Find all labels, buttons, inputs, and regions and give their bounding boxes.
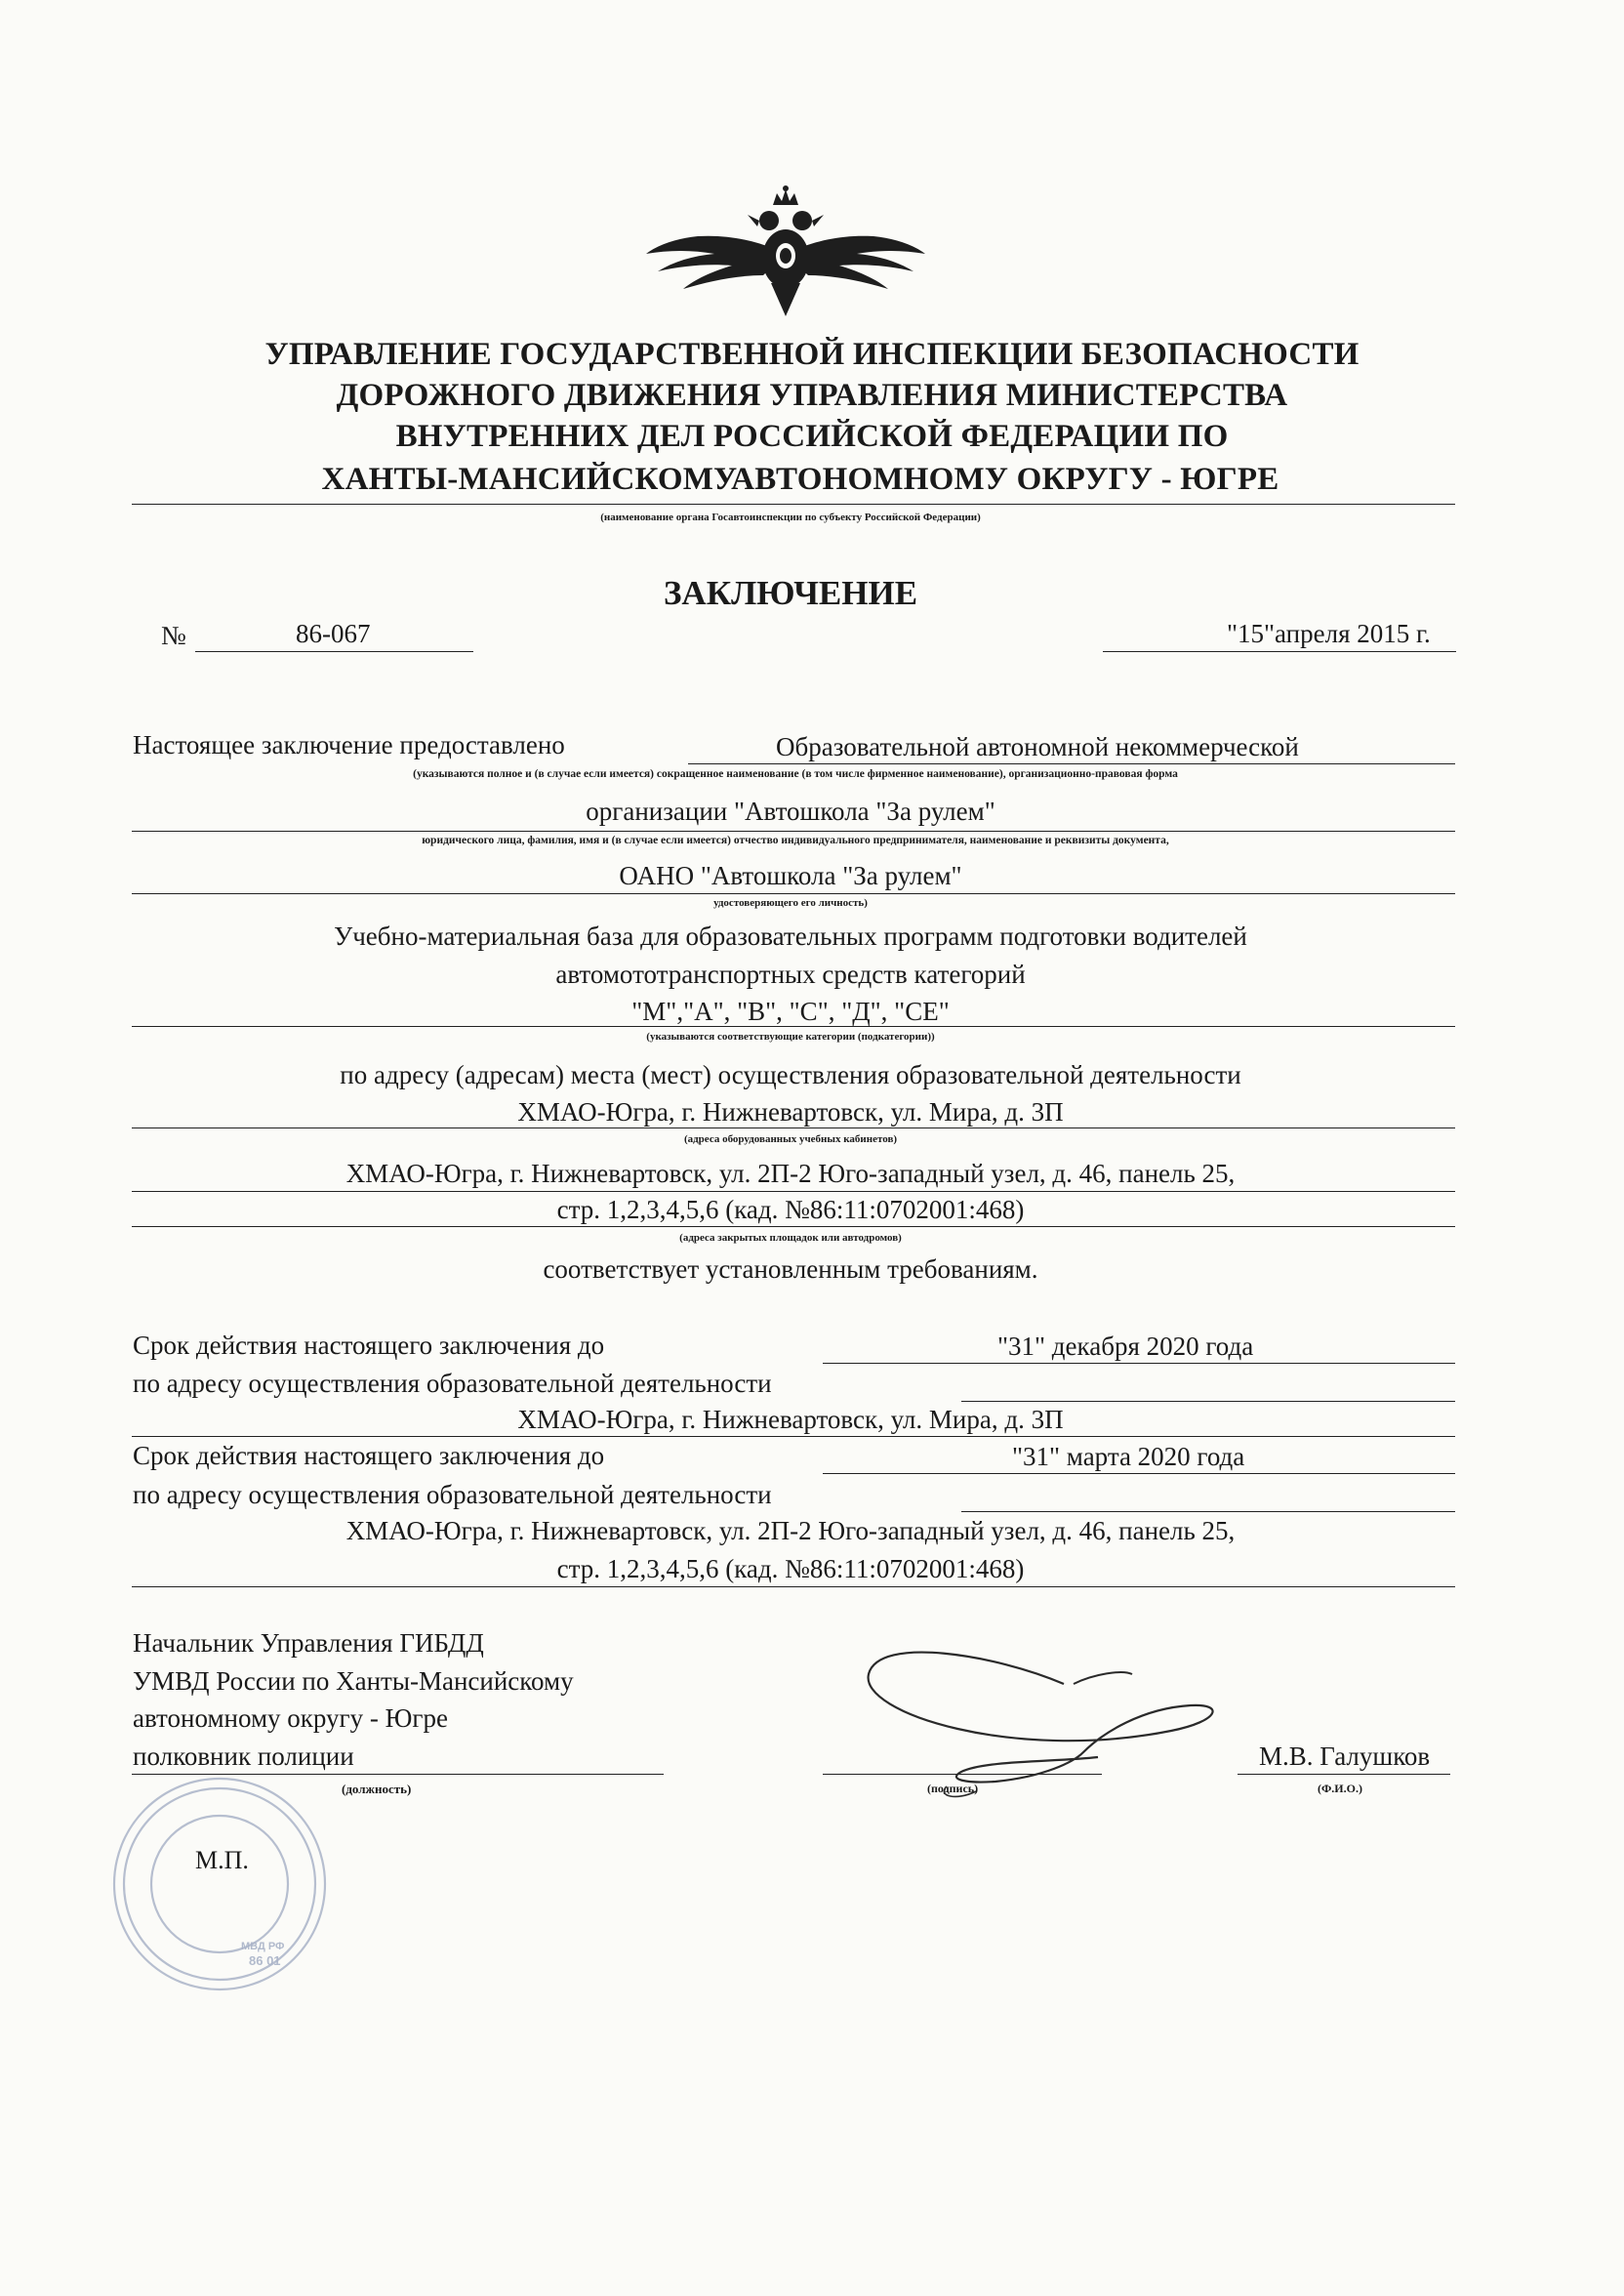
caption-org-form: (указываются полное и (в случае если имеется) сокращенное наименование (в том числе фирменное наименование), организационно-правовая форма: [413, 768, 1178, 780]
divider: [1238, 1774, 1450, 1775]
divider: [132, 504, 1455, 505]
position-line-2: УМВД России по Ханты-Мансийскому: [133, 1666, 574, 1696]
term-address-2-line-2: стр. 1,2,3,4,5,6 (кад. №86:11:0702001:468): [556, 1554, 1025, 1583]
term-date-1: "31" декабря 2020 года: [997, 1332, 1254, 1361]
divider: [132, 893, 1455, 894]
term-label-1: Срок действия настоящего заключения до: [133, 1331, 605, 1360]
divider: [195, 651, 473, 652]
signature-caption: (подпись): [927, 1782, 979, 1795]
address-site-line-2: стр. 1,2,3,4,5,6 (кад. №86:11:0702001:468): [556, 1195, 1025, 1224]
address-intro: по адресу (адресам) места (мест) осуществления образовательной деятельности: [340, 1060, 1241, 1089]
term-label-2: Срок действия настоящего заключения до: [133, 1441, 605, 1470]
divider: [823, 1473, 1455, 1474]
issuer-line-2: ДОРОЖНОГО ДВИЖЕНИЯ УПРАВЛЕНИЯ МИНИСТЕРСТВА: [336, 378, 1288, 413]
divider: [961, 1401, 1455, 1402]
org-line-1: Образовательной автономной некоммерческой: [776, 732, 1299, 761]
base-line-1: Учебно-материальная база для образовательных программ подготовки водителей: [334, 922, 1247, 951]
address-label-1: по адресу осуществления образовательной деятельности: [133, 1369, 772, 1398]
document-title: ЗАКЛЮЧЕНИЕ: [663, 574, 918, 612]
stamp-label: М.П.: [195, 1846, 249, 1874]
divider: [132, 1191, 1455, 1192]
divider: [961, 1511, 1455, 1512]
caption-legal-entity: юридического лица, фамилия, имя и (в случае если имеется) отчество индивидуального предпринимателя, наименование и реквизиты документа,: [422, 835, 1169, 846]
handwritten-signature: [849, 1616, 1259, 1811]
base-line-2: автомототранспортных средств категорий: [555, 960, 1026, 989]
issuer-caption: (наименование органа Госавтоинспекции по субъекту Российской Федерации): [600, 512, 981, 523]
categories: "М","А", "В", "С", "Д", "СЕ": [631, 997, 950, 1026]
intro-label: Настоящее заключение предоставлено: [133, 730, 565, 759]
org-line-3: ОАНО "Автошкола "За рулем": [619, 861, 962, 890]
term-address-2-line-1: ХМАО-Югра, г. Нижневартовск, ул. 2П-2 Юго-западный узел, д. 46, панель 25,: [345, 1516, 1236, 1545]
caption-sites: (адреса закрытых площадок или автодромов): [679, 1232, 902, 1244]
number-label: №: [161, 621, 186, 650]
emblem-icon: [644, 185, 927, 317]
term-date-2: "31" марта 2020 года: [1012, 1442, 1245, 1471]
conclusion-text: соответствует установленным требованиям.: [543, 1254, 1038, 1284]
divider: [688, 763, 1455, 764]
divider: [823, 1363, 1455, 1364]
address-site-line-1: ХМАО-Югра, г. Нижневартовск, ул. 2П-2 Юго-западный узел, д. 46, панель 25,: [345, 1159, 1236, 1188]
issuer-line-3: ВНУТРЕННИХ ДЕЛ РОССИЙСКОЙ ФЕДЕРАЦИИ ПО: [395, 419, 1229, 454]
divider: [132, 1436, 1455, 1437]
official-stamp: [102, 1772, 337, 1996]
position-line-4: полковник полиции: [133, 1742, 354, 1771]
divider: [132, 1226, 1455, 1227]
divider: [132, 1586, 1455, 1587]
divider: [132, 831, 1455, 832]
address-classrooms: ХМАО-Югра, г. Нижневартовск, ул. Мира, д. 3П: [517, 1097, 1064, 1127]
position-line-1: Начальник Управления ГИБДД: [133, 1628, 484, 1658]
svg-text:86 01: 86 01: [249, 1953, 281, 1968]
signer-name: М.В. Галушков: [1259, 1742, 1431, 1771]
divider: [1103, 651, 1456, 652]
name-caption: (Ф.И.О.): [1318, 1782, 1362, 1795]
issuer-line-1: УПРАВЛЕНИЕ ГОСУДАРСТВЕННОЙ ИНСПЕКЦИИ БЕЗОПАСНОСТИ: [264, 337, 1360, 372]
svg-text:МВД РФ: МВД РФ: [241, 1941, 285, 1952]
position-caption: (должность): [342, 1782, 412, 1796]
address-label-2: по адресу осуществления образовательной деятельности: [133, 1480, 772, 1509]
divider: [132, 1026, 1455, 1027]
position-line-3: автономному округу - Югре: [133, 1703, 448, 1733]
document-date: "15"апреля 2015 г.: [1227, 619, 1431, 648]
org-line-2: организации "Автошкола "За рулем": [586, 797, 995, 826]
caption-identity: удостоверяющего его личность): [713, 897, 868, 909]
caption-categories: (указываются соответствующие категории (подкатегории)): [646, 1031, 935, 1043]
document-number: 86-067: [296, 619, 371, 648]
issuer-line-4: ХАНТЫ-МАНСИЙСКОМУАВТОНОМНОМУ ОКРУГУ - ЮГРЕ: [321, 462, 1279, 497]
caption-classrooms: (адреса оборудованных учебных кабинетов): [683, 1133, 898, 1145]
term-address-1: ХМАО-Югра, г. Нижневартовск, ул. Мира, д. 3П: [517, 1405, 1064, 1434]
